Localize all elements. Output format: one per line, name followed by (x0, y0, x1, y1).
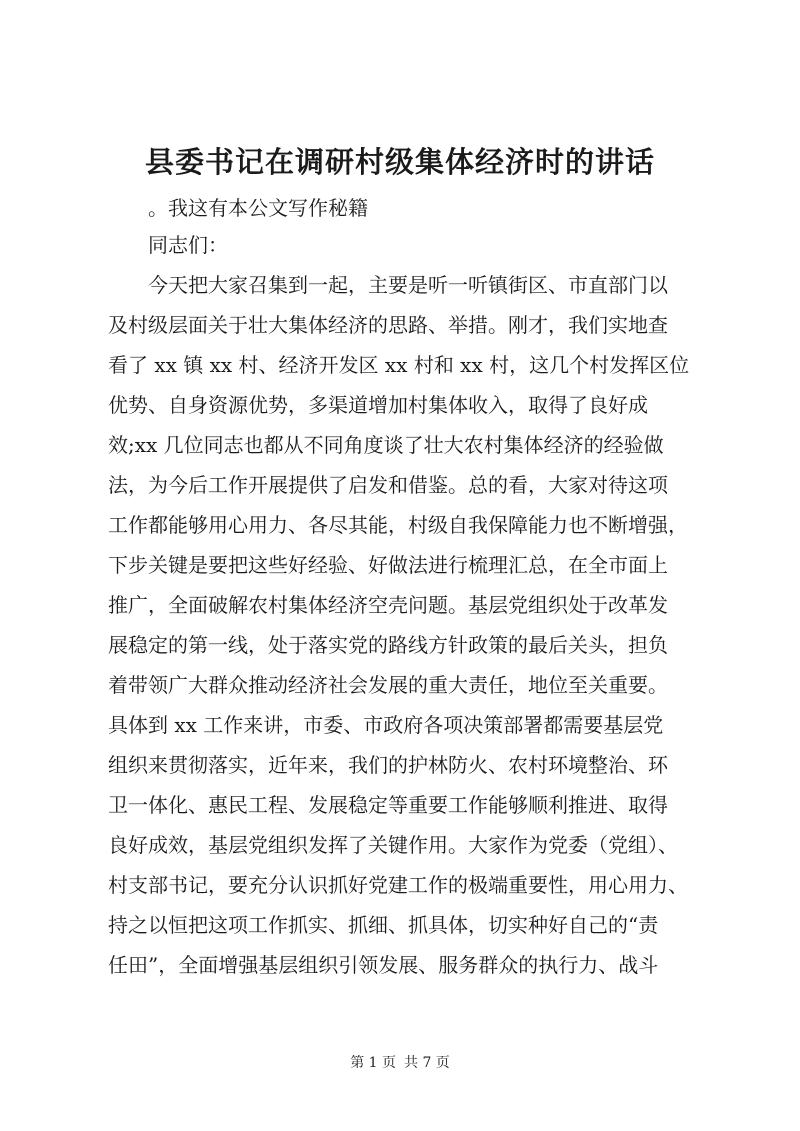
document-title: 县委书记在调研村级集体经济时的讲话 (144, 145, 655, 179)
body-line: 看了 xx 镇 xx 村、经济开发区 xx 村和 xx 村，这几个村发挥区位 (108, 353, 690, 377)
body-line: 推广，全面破解农村集体经济空壳问题。基层党组织处于改革发 (108, 593, 668, 617)
body-line: 法，为今后工作开展提供了启发和借鉴。总的看，大家对待这项 (108, 473, 668, 497)
body-line: 良好成效，基层党组织发挥了关键作用。大家作为党委（党组）、 (108, 833, 678, 857)
body-line: 效;xx 几位同志也都从不同角度谈了壮大农村集体经济的经验做 (108, 433, 664, 457)
page-total: 共 7 页 (404, 1055, 450, 1071)
body-line: 卫一体化、惠民工程、发展稳定等重要工作能够顺利推进、取得 (108, 793, 668, 817)
page-footer (0, 1052, 800, 1072)
body-line: 优势、自身资源优势，多渠道增加村集体收入，取得了良好成 (108, 393, 648, 417)
body-line: 下步关键是要把这些好经验、好做法进行梳理汇总，在全市面上 (108, 553, 668, 577)
body-line: 及村级层面关于壮大集体经济的思路、举措。刚才，我们实地查 (108, 313, 668, 337)
body-line: 今天把大家召集到一起，主要是听一听镇街区、市直部门以 (148, 273, 668, 297)
body-line: 任田”，全面增强基层组织引领发展、服务群众的执行力、战斗 (108, 953, 659, 977)
body-line: 村支部书记，要充分认识抓好党建工作的极端重要性，用心用力、 (108, 873, 688, 897)
document-subtitle: 。我这有本公文写作秘籍 (148, 196, 368, 220)
body-line: 持之以恒把这项工作抓实、抓细、抓具体，切实种好自己的“责 (108, 913, 659, 937)
body-line: 着带领广大群众推动经济社会发展的重大责任，地位至关重要。 (108, 673, 668, 697)
body-line: 具体到 xx 工作来讲，市委、市政府各项决策部署都需要基层党 (108, 713, 664, 737)
body-line: 展稳定的第一线，处于落实党的路线方针政策的最后关头，担负 (108, 633, 668, 657)
salutation: 同志们： (148, 233, 228, 257)
body-line: 组织来贯彻落实，近年来，我们的护林防火、农村环境整治、环 (108, 753, 668, 777)
page-number: 第 1 页 (350, 1055, 396, 1071)
body-line: 工作都能够用心用力、各尽其能，村级自我保障能力也不断增强， (108, 513, 688, 537)
